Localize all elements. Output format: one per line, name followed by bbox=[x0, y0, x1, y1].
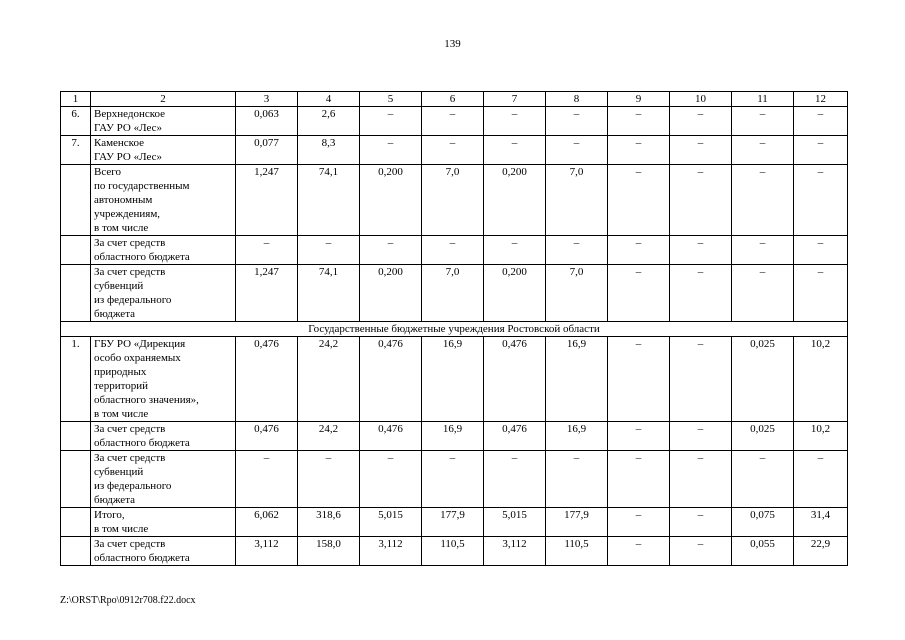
value-cell: – bbox=[546, 107, 608, 136]
value-cell: 31,4 bbox=[794, 508, 848, 537]
row-label: Каменское ГАУ РО «Лес» bbox=[91, 136, 236, 165]
value-cell: – bbox=[732, 265, 794, 322]
value-cell: 0,200 bbox=[360, 165, 422, 236]
header-row bbox=[61, 92, 848, 107]
row-label: За счет средств областного бюджета bbox=[91, 422, 236, 451]
value-cell: 74,1 bbox=[298, 265, 360, 322]
header-cell: 9 bbox=[608, 92, 670, 107]
row-label: Всего по государственным автономным учреждениям, в том числе bbox=[91, 165, 236, 236]
value-cell: 3,112 bbox=[484, 537, 546, 566]
value-cell: – bbox=[670, 265, 732, 322]
table-row bbox=[61, 451, 848, 508]
row-label: За счет средств областного бюджета bbox=[91, 537, 236, 566]
value-cell: – bbox=[670, 107, 732, 136]
table-row bbox=[61, 265, 848, 322]
budget-table bbox=[60, 91, 848, 566]
row-label: Верхнедонское ГАУ РО «Лес» bbox=[91, 107, 236, 136]
value-cell: 7,0 bbox=[546, 165, 608, 236]
value-cell: – bbox=[484, 236, 546, 265]
row-number: 6. bbox=[61, 107, 91, 136]
value-cell: – bbox=[794, 165, 848, 236]
value-cell: 318,6 bbox=[298, 508, 360, 537]
value-cell: 7,0 bbox=[422, 265, 484, 322]
header-cell: 2 bbox=[91, 92, 236, 107]
value-cell: 7,0 bbox=[422, 165, 484, 236]
value-cell: – bbox=[794, 265, 848, 322]
value-cell: – bbox=[670, 136, 732, 165]
value-cell: – bbox=[670, 422, 732, 451]
value-cell: – bbox=[670, 236, 732, 265]
header-cell: 1 bbox=[61, 92, 91, 107]
value-cell: – bbox=[670, 537, 732, 566]
value-cell: – bbox=[546, 451, 608, 508]
value-cell: – bbox=[360, 107, 422, 136]
value-cell: – bbox=[732, 451, 794, 508]
footer-path: Z:\ORST\Rpo\0912r708.f22.docx bbox=[60, 595, 196, 606]
value-cell: – bbox=[670, 508, 732, 537]
value-cell: 24,2 bbox=[298, 337, 360, 422]
row-number bbox=[61, 265, 91, 322]
table-row bbox=[61, 165, 848, 236]
value-cell: 110,5 bbox=[546, 537, 608, 566]
header-cell: 8 bbox=[546, 92, 608, 107]
value-cell: 0,063 bbox=[236, 107, 298, 136]
value-cell: – bbox=[484, 136, 546, 165]
row-number bbox=[61, 236, 91, 265]
value-cell: – bbox=[670, 451, 732, 508]
value-cell: – bbox=[360, 451, 422, 508]
value-cell: – bbox=[670, 337, 732, 422]
row-number bbox=[61, 165, 91, 236]
value-cell: – bbox=[608, 236, 670, 265]
value-cell: – bbox=[608, 451, 670, 508]
value-cell: – bbox=[422, 107, 484, 136]
row-number bbox=[61, 508, 91, 537]
value-cell: 0,476 bbox=[236, 422, 298, 451]
value-cell: – bbox=[794, 451, 848, 508]
table-row bbox=[61, 537, 848, 566]
value-cell: 2,6 bbox=[298, 107, 360, 136]
value-cell: – bbox=[360, 236, 422, 265]
value-cell: 6,062 bbox=[236, 508, 298, 537]
value-cell: 3,112 bbox=[360, 537, 422, 566]
header-cell: 10 bbox=[670, 92, 732, 107]
value-cell: – bbox=[484, 451, 546, 508]
table-row bbox=[61, 508, 848, 537]
header-cell: 12 bbox=[794, 92, 848, 107]
section-title: Государственные бюджетные учреждения Ростовской области bbox=[61, 322, 848, 337]
row-label: За счет средств субвенций из федерального бюджета bbox=[91, 265, 236, 322]
value-cell: – bbox=[608, 165, 670, 236]
value-cell: 7,0 bbox=[546, 265, 608, 322]
page-number: 139 bbox=[444, 38, 461, 50]
table-row bbox=[61, 422, 848, 451]
value-cell: 22,9 bbox=[794, 537, 848, 566]
value-cell: – bbox=[608, 422, 670, 451]
value-cell: – bbox=[608, 537, 670, 566]
value-cell: 0,075 bbox=[732, 508, 794, 537]
table-row bbox=[61, 136, 848, 165]
value-cell: 74,1 bbox=[298, 165, 360, 236]
value-cell: – bbox=[670, 165, 732, 236]
value-cell: – bbox=[236, 451, 298, 508]
row-label: За счет средств субвенций из федерального бюджета bbox=[91, 451, 236, 508]
value-cell: 0,200 bbox=[360, 265, 422, 322]
value-cell: 0,055 bbox=[732, 537, 794, 566]
value-cell: – bbox=[236, 236, 298, 265]
value-cell: – bbox=[608, 337, 670, 422]
value-cell: 24,2 bbox=[298, 422, 360, 451]
value-cell: 0,200 bbox=[484, 165, 546, 236]
value-cell: – bbox=[732, 107, 794, 136]
value-cell: 0,200 bbox=[484, 265, 546, 322]
value-cell: – bbox=[546, 136, 608, 165]
value-cell: 177,9 bbox=[422, 508, 484, 537]
value-cell: – bbox=[608, 107, 670, 136]
row-number bbox=[61, 451, 91, 508]
row-number bbox=[61, 537, 91, 566]
value-cell: 16,9 bbox=[422, 422, 484, 451]
value-cell: – bbox=[360, 136, 422, 165]
row-label: Итого, в том числе bbox=[91, 508, 236, 537]
header-cell: 4 bbox=[298, 92, 360, 107]
row-label: ГБУ РО «Дирекция особо охраняемых природных территорий областного значения», в том числе bbox=[91, 337, 236, 422]
header-cell: 11 bbox=[732, 92, 794, 107]
value-cell: – bbox=[298, 236, 360, 265]
value-cell: 0,476 bbox=[236, 337, 298, 422]
value-cell: 3,112 bbox=[236, 537, 298, 566]
value-cell: – bbox=[794, 107, 848, 136]
value-cell: 1,247 bbox=[236, 265, 298, 322]
value-cell: – bbox=[422, 451, 484, 508]
value-cell: 16,9 bbox=[546, 422, 608, 451]
value-cell: 0,476 bbox=[484, 337, 546, 422]
value-cell: 0,476 bbox=[484, 422, 546, 451]
table-row bbox=[61, 236, 848, 265]
value-cell: 158,0 bbox=[298, 537, 360, 566]
value-cell: 0,025 bbox=[732, 337, 794, 422]
row-number: 7. bbox=[61, 136, 91, 165]
value-cell: 110,5 bbox=[422, 537, 484, 566]
value-cell: 0,476 bbox=[360, 422, 422, 451]
header-cell: 3 bbox=[236, 92, 298, 107]
header-cell: 7 bbox=[484, 92, 546, 107]
value-cell: 5,015 bbox=[484, 508, 546, 537]
value-cell: 0,476 bbox=[360, 337, 422, 422]
section-row bbox=[61, 322, 848, 337]
value-cell: – bbox=[546, 236, 608, 265]
table-row bbox=[61, 107, 848, 136]
value-cell: – bbox=[732, 165, 794, 236]
value-cell: 177,9 bbox=[546, 508, 608, 537]
value-cell: – bbox=[794, 236, 848, 265]
value-cell: 16,9 bbox=[422, 337, 484, 422]
value-cell: – bbox=[422, 136, 484, 165]
row-label: За счет средств областного бюджета bbox=[91, 236, 236, 265]
value-cell: 5,015 bbox=[360, 508, 422, 537]
row-number bbox=[61, 422, 91, 451]
value-cell: 0,025 bbox=[732, 422, 794, 451]
value-cell: – bbox=[484, 107, 546, 136]
row-number: 1. bbox=[61, 337, 91, 422]
value-cell: – bbox=[794, 136, 848, 165]
value-cell: 0,077 bbox=[236, 136, 298, 165]
value-cell: – bbox=[422, 236, 484, 265]
value-cell: – bbox=[608, 508, 670, 537]
value-cell: – bbox=[732, 136, 794, 165]
header-cell: 5 bbox=[360, 92, 422, 107]
value-cell: 10,2 bbox=[794, 337, 848, 422]
value-cell: – bbox=[732, 236, 794, 265]
value-cell: – bbox=[298, 451, 360, 508]
value-cell: – bbox=[608, 136, 670, 165]
value-cell: 8,3 bbox=[298, 136, 360, 165]
value-cell: 16,9 bbox=[546, 337, 608, 422]
table-row bbox=[61, 337, 848, 422]
header-cell: 6 bbox=[422, 92, 484, 107]
value-cell: 1,247 bbox=[236, 165, 298, 236]
value-cell: 10,2 bbox=[794, 422, 848, 451]
value-cell: – bbox=[608, 265, 670, 322]
